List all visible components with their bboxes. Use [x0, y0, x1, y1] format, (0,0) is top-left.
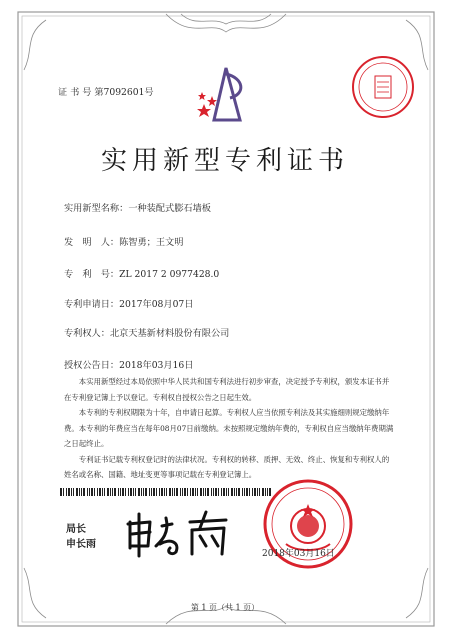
barcode-bar [228, 488, 229, 496]
barcode-bar [211, 488, 212, 496]
inventor-value: 陈智勇；王文明 [119, 237, 184, 248]
barcode-bar [81, 488, 82, 496]
certificate-body-text [64, 374, 396, 483]
barcode-bar [141, 488, 142, 496]
patent-number-label: 专 利 号： [64, 269, 120, 280]
director-name: 申长雨 [66, 539, 96, 550]
application-date-row [64, 296, 193, 310]
body-paragraph: 专利证书记载专利权登记时的法律状况。专利权的转移、质押、无效、终止、恢复和专利权人的姓名或名称、国籍、地址变更等事项记载在专利登记簿上。 [64, 454, 390, 479]
barcode-bar [231, 488, 233, 496]
barcode-bar [133, 488, 134, 496]
barcode-bar [125, 488, 126, 496]
patentee-label: 专利权人： [64, 328, 110, 339]
barcode-bar [172, 488, 173, 496]
barcode-bar [130, 488, 132, 496]
barcode-bar [114, 488, 116, 496]
application-date-label: 专利申请日： [64, 299, 120, 310]
barcode-bar [71, 488, 72, 496]
barcode-bar [242, 488, 243, 496]
grant-date-label: 授权公告日： [64, 360, 120, 371]
barcode-bar [238, 488, 240, 496]
barcode-bar [192, 488, 194, 496]
barcode-bar [107, 488, 109, 496]
barcode-bar [118, 488, 119, 496]
barcode-bar [153, 488, 155, 496]
approval-seal-small [350, 54, 416, 120]
director-title: 局长 [66, 524, 86, 535]
barcode-bar [252, 488, 253, 496]
barcode-bar [254, 488, 256, 496]
utility-model-name-value: 一种装配式膨石墙板 [128, 203, 211, 214]
barcode-bar [159, 488, 160, 496]
barcode-bar [236, 488, 237, 496]
barcode-bar [156, 488, 157, 496]
barcode-bar [76, 488, 78, 496]
certificate-number: 证 书 号 第7092601号 [58, 87, 154, 98]
director-signature [120, 508, 235, 558]
barcode-bar [138, 488, 140, 496]
barcode-bar [151, 488, 152, 496]
barcode-bar [207, 488, 209, 496]
barcode-bar [145, 488, 147, 496]
barcode-bar [83, 488, 85, 496]
patent-number-row [64, 266, 219, 280]
barcode-bar [166, 488, 167, 496]
barcode-bar [97, 488, 98, 496]
barcode [60, 488, 272, 496]
barcode-bar [68, 488, 70, 496]
utility-model-name-label: 实用新型名称： [64, 203, 129, 214]
barcode-bar [174, 488, 175, 496]
barcode-bar [259, 488, 260, 496]
inventor-label: 发 明 人： [64, 237, 120, 248]
barcode-bar [128, 488, 129, 496]
barcode-bar [195, 488, 196, 496]
barcode-bar [169, 488, 171, 496]
certificate-title: 实用新型专利证书 [100, 146, 349, 176]
barcode-bar [110, 488, 111, 496]
barcode-bar [91, 488, 93, 496]
barcode-bar [234, 488, 235, 496]
barcode-bar [197, 488, 198, 496]
body-paragraph: 本实用新型经过本局依照中华人民共和国专利法进行初步审查，决定授予专利权，颁发本证书并在专利登记簿上予以登记。专利权自授权公告之日起生效。 [64, 377, 390, 402]
body-paragraph: 本专利的专利权期限为十年，自申请日起算。专利权人应当依照专利法及其实施细则规定缴纳年费。本专利的年费应当在每年08月07日前缴纳。未按照规定缴纳年费的，专利权自应当缴纳年费期满之日起终止。 [64, 408, 394, 448]
barcode-bar [66, 488, 67, 496]
barcode-bar [73, 488, 74, 496]
barcode-bar [226, 488, 227, 496]
barcode-bar [122, 488, 124, 496]
barcode-bar [63, 488, 64, 496]
page-number: 第 1 页（共 1 页） [190, 603, 260, 612]
grant-date-row [64, 357, 193, 371]
barcode-bar [99, 488, 101, 496]
barcode-bar [200, 488, 202, 496]
barcode-bar [203, 488, 204, 496]
patentee-row [64, 325, 229, 339]
barcode-bar [161, 488, 163, 496]
patent-number-value: ZL 2017 2 0977428.0 [119, 269, 220, 280]
barcode-bar [249, 488, 250, 496]
barcode-bar [184, 488, 186, 496]
barcode-bar [60, 488, 62, 496]
barcode-bar [244, 488, 245, 496]
barcode-bar [164, 488, 165, 496]
inventor-row [64, 234, 183, 248]
barcode-bar [102, 488, 103, 496]
barcode-bar [182, 488, 183, 496]
barcode-bar [149, 488, 150, 496]
barcode-bar [112, 488, 113, 496]
patent-office-logo [196, 64, 256, 124]
application-date-value: 2017年08月07日 [119, 299, 194, 310]
barcode-bar [87, 488, 88, 496]
utility-model-name-row [64, 200, 211, 214]
barcode-bar [205, 488, 206, 496]
issue-date: 2018年03月16日 [262, 549, 335, 559]
grant-date-value: 2018年03月16日 [119, 360, 194, 371]
barcode-bar [180, 488, 181, 496]
barcode-bar [94, 488, 95, 496]
barcode-bar [120, 488, 121, 496]
barcode-bar [79, 488, 80, 496]
barcode-bar [89, 488, 90, 496]
barcode-bar [218, 488, 219, 496]
patentee-value: 北京天基新材料股份有限公司 [109, 328, 230, 339]
barcode-bar [221, 488, 222, 496]
barcode-bar [257, 488, 258, 496]
barcode-bar [143, 488, 144, 496]
barcode-bar [135, 488, 136, 496]
barcode-bar [213, 488, 214, 496]
barcode-bar [215, 488, 217, 496]
barcode-bar [223, 488, 225, 496]
barcode-bar [246, 488, 248, 496]
barcode-bar [176, 488, 178, 496]
barcode-bar [190, 488, 191, 496]
barcode-bar [187, 488, 188, 496]
barcode-bar [104, 488, 105, 496]
